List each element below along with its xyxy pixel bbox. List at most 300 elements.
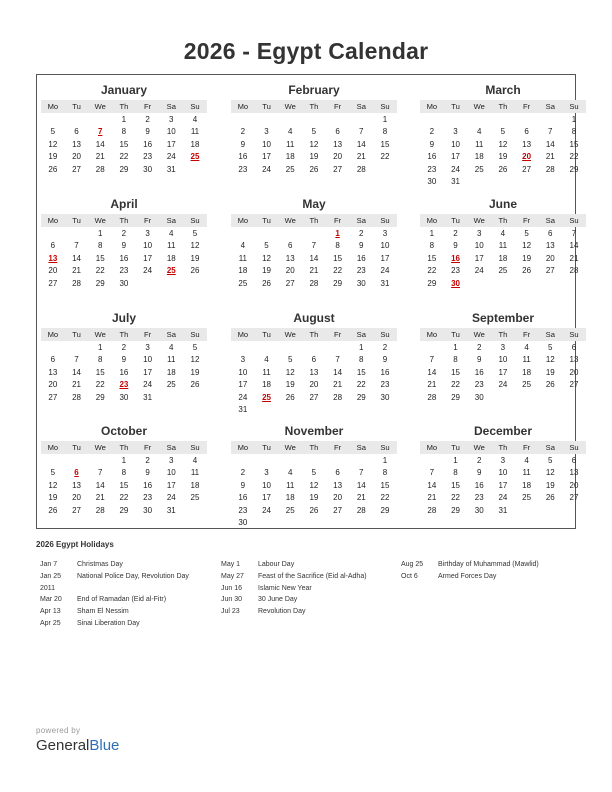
day-cell: 13 [333,480,343,490]
day-cell: 22 [380,493,390,503]
day-cell: 20 [333,152,343,162]
day-cell: 23 [238,505,248,515]
month-name: June [488,197,517,211]
day-cell: 2 [145,456,150,465]
day-cell: 10 [262,139,271,149]
weekday-label: Fr [334,330,342,339]
holiday-name: Christmas Day [77,561,123,568]
holiday-name: Armed Forces Day [438,572,497,580]
day-cell: 22 [119,493,129,503]
month-name: October [100,424,147,438]
day-cell: 26 [309,505,319,515]
day-cell: 11 [190,127,200,137]
day-cell: 13 [72,480,81,490]
day-cell: 1 [97,229,103,238]
day-cell: 23 [427,164,437,174]
day-cell: 12 [262,253,271,263]
day-cell: 16 [119,367,129,377]
day-cell: 19 [48,152,58,162]
day-cell: 24 [474,266,484,276]
day-cell: 18 [166,253,176,263]
holiday-item [40,583,189,595]
day-cell: 8 [121,468,127,478]
day-cell: 27 [333,164,343,174]
day-cell: 29 [569,164,579,174]
month-name: April [110,197,138,211]
empty-cell [467,114,491,126]
month-name: August [293,311,335,325]
day-cell: 11 [286,139,295,149]
holiday-name: Revolution Day [258,608,306,616]
day-cell: 4 [476,127,482,137]
day-cell: 15 [380,480,390,490]
day-cell: 24 [143,266,153,276]
day-cell: 3 [145,343,150,352]
day-cell: 30 [380,392,390,402]
day-cell: 17 [166,139,176,149]
weekday-label: Mo [426,102,438,111]
day-cell: 9 [240,480,246,490]
weekday-label: Mo [237,216,249,225]
holiday-item [221,583,367,595]
day-cell: 8 [359,355,364,365]
day-cell: 31 [498,505,508,515]
day-cell: 5 [311,127,317,137]
empty-cell [231,342,255,354]
day-cell: 7 [74,241,79,251]
empty-cell [65,228,89,240]
day-cell: 17 [238,380,248,390]
day-cell: 22 [95,380,105,390]
day-cell: 25 [166,380,176,390]
holiday-name: Islamic New Year [258,584,312,592]
day-cell: 18 [166,367,176,377]
day-cell: 10 [166,468,176,478]
day-cell: 4 [169,229,174,238]
weekday-label: Mo [426,330,438,339]
day-cell: 3 [264,127,269,137]
holiday-item [40,571,189,583]
day-cell: 30 [474,392,484,402]
weekday-header [41,100,207,113]
empty-cell [278,114,302,126]
day-cell: 27 [522,164,532,174]
weekday-label: Tu [451,443,460,452]
day-cell: 6 [335,127,340,137]
weekday-label: Th [498,102,508,111]
day-cell: 3 [500,343,506,352]
weekday-label: Fr [144,216,152,225]
day-cell: 17 [380,253,390,263]
day-cell: 5 [548,456,553,465]
day-cell: 10 [451,139,460,149]
day-cell: 17 [262,493,271,503]
day-cell: 24 [238,392,248,402]
day-cell: 8 [453,355,458,365]
weekday-header [420,328,586,341]
day-grid [420,455,586,517]
day-cell: 8 [453,468,458,478]
weekday-label: Th [119,216,129,225]
holiday-day: 16 [451,253,460,263]
weekday-label: Su [569,102,579,111]
day-cell: 12 [48,480,58,490]
day-cell: 15 [95,253,105,263]
weekday-label: Sa [166,216,176,225]
day-cell: 13 [48,367,58,377]
day-cell: 11 [238,253,247,263]
empty-cell [420,342,444,354]
day-cell: 25 [522,380,532,390]
day-cell: 28 [95,164,105,174]
empty-cell [302,455,326,467]
weekday-header [420,441,586,454]
empty-cell [420,114,444,126]
day-cell: 15 [451,367,460,377]
empty-cell [349,455,373,467]
holiday-column-2 [221,559,367,618]
empty-cell [41,114,65,126]
weekday-label: We [473,443,485,452]
day-cell: 14 [95,139,105,149]
day-cell: 30 [238,517,248,527]
day-cell: 11 [262,367,271,377]
weekday-label: We [473,102,485,111]
day-cell: 5 [264,241,269,251]
day-cell: 18 [285,493,295,503]
day-cell: 25 [522,493,532,503]
day-cell: 6 [74,127,79,137]
day-cell: 11 [190,468,200,478]
day-cell: 1 [453,456,458,465]
weekday-label: We [94,102,106,111]
day-cell: 3 [453,127,458,137]
day-cell: 21 [356,493,366,503]
day-cell: 28 [72,278,81,288]
holiday-day: 20 [522,152,532,162]
weekday-label: Tu [72,330,81,339]
empty-cell [278,342,302,354]
month-name: September [471,311,535,325]
day-cell: 8 [121,127,127,137]
empty-cell [65,114,89,126]
day-cell: 18 [262,380,271,390]
day-cell: 21 [72,266,81,276]
day-grid [231,114,397,176]
empty-cell [65,342,89,354]
day-cell: 23 [356,266,366,276]
month-name: January [100,83,148,97]
day-cell: 3 [264,468,269,478]
day-cell: 17 [166,480,176,490]
day-cell: 14 [427,367,437,377]
day-cell: 11 [522,355,531,365]
weekday-label: Sa [166,102,176,111]
day-cell: 19 [48,493,58,503]
month-april [41,196,207,290]
weekday-label: Fr [334,102,342,111]
day-cell: 13 [285,253,295,263]
day-cell: 24 [166,152,176,162]
day-cell: 17 [498,480,508,490]
day-cell: 19 [522,253,532,263]
holiday-item [221,594,367,606]
day-cell: 19 [285,380,295,390]
weekday-label: Fr [523,102,531,111]
weekday-label: We [284,216,296,225]
day-cell: 23 [238,164,248,174]
day-cell: 11 [522,468,531,478]
day-cell: 10 [143,241,153,251]
day-cell: 7 [429,355,435,365]
day-cell: 26 [545,380,555,390]
weekday-header [231,328,397,341]
day-cell: 28 [545,164,555,174]
weekday-label: Mo [47,216,59,225]
day-cell: 29 [451,505,460,515]
day-grid [231,228,397,290]
holiday-item [40,594,189,606]
day-cell: 9 [453,241,458,251]
day-cell: 17 [143,367,153,377]
empty-cell [41,455,65,467]
day-cell: 30 [427,176,437,186]
holiday-date: Oct 6 [401,572,418,580]
day-cell: 2 [240,127,246,137]
day-cell: 19 [545,480,555,490]
weekday-label: Tu [262,216,271,225]
day-cell: 23 [451,266,460,276]
weekday-label: Fr [144,330,152,339]
holiday-day: 1 [335,229,340,238]
day-cell: 12 [545,468,555,478]
day-cell: 18 [522,480,532,490]
weekday-label: Mo [426,443,438,452]
day-cell: 15 [427,253,437,263]
holiday-item [40,618,189,630]
day-cell: 3 [500,456,506,465]
weekday-label: Tu [262,443,271,452]
day-cell: 26 [285,392,295,402]
day-cell: 6 [335,468,340,478]
day-cell: 2 [121,229,127,238]
month-july [41,310,207,404]
empty-cell [326,114,350,126]
day-cell: 24 [498,380,508,390]
weekday-label: Tu [451,216,460,225]
empty-cell [302,342,326,354]
empty-cell [444,114,468,126]
weekday-label: Sa [356,330,366,339]
day-cell: 15 [380,139,390,149]
day-cell: 17 [143,253,153,263]
day-cell: 2 [145,115,150,124]
day-cell: 21 [545,152,555,162]
holiday-name: Labour Day [258,561,295,568]
brand-footer [36,726,119,754]
day-cell: 22 [119,152,129,162]
day-cell: 18 [522,367,532,377]
day-cell: 20 [569,367,579,377]
day-cell: 13 [333,139,343,149]
day-cell: 15 [119,139,129,149]
day-cell: 22 [427,266,437,276]
day-cell: 31 [451,176,460,186]
day-cell: 27 [72,164,81,174]
day-cell: 28 [427,392,437,402]
day-grid [41,342,207,404]
day-cell: 18 [285,152,295,162]
powered-by-text: powered by [36,726,81,735]
day-cell: 26 [48,505,58,515]
empty-cell [302,114,326,126]
day-cell: 24 [262,505,271,515]
day-cell: 22 [333,266,343,276]
day-cell: 3 [169,115,174,124]
day-cell: 22 [380,152,390,162]
day-cell: 22 [451,493,460,503]
holiday-day: 13 [48,253,58,263]
day-cell: 10 [238,367,248,377]
day-cell: 8 [429,241,435,251]
weekday-label: Tu [262,102,271,111]
day-cell: 24 [498,493,508,503]
empty-cell [326,455,350,467]
day-cell: 29 [119,164,129,174]
day-cell: 5 [287,355,293,365]
day-cell: 10 [143,355,153,365]
day-cell: 16 [356,253,366,263]
weekday-label: Sa [166,330,176,339]
weekday-header [231,214,397,227]
weekday-header [420,100,586,113]
day-cell: 29 [380,505,390,515]
day-cell: 4 [500,229,506,238]
holiday-name: National Police Day, Revolution Day [77,572,189,580]
day-cell: 9 [145,127,150,137]
day-cell: 11 [286,480,295,490]
day-cell: 20 [309,380,319,390]
day-cell: 29 [95,278,105,288]
holiday-item [40,559,189,571]
empty-cell [255,342,279,354]
empty-cell [41,228,65,240]
day-cell: 31 [238,404,248,414]
day-cell: 26 [309,164,319,174]
day-cell: 8 [571,127,577,137]
day-cell: 24 [380,266,390,276]
holiday-day: 25 [166,266,176,276]
holiday-item [221,571,367,583]
holiday-item [40,606,189,618]
day-cell: 15 [119,480,129,490]
holiday-date: May 1 [221,561,241,568]
empty-cell [278,455,302,467]
month-name: March [485,83,521,97]
weekday-label: Tu [262,330,271,339]
day-cell: 5 [192,343,198,352]
weekday-label: Su [569,330,579,339]
day-cell: 16 [380,367,390,377]
day-cell: 27 [48,392,58,402]
day-cell: 13 [569,355,579,365]
day-cell: 29 [333,278,343,288]
month-december [420,423,586,517]
empty-cell [255,455,279,467]
day-cell: 28 [569,266,579,276]
day-cell: 16 [474,480,484,490]
day-cell: 12 [498,139,508,149]
day-cell: 11 [475,139,484,149]
day-cell: 6 [571,343,577,352]
day-cell: 16 [143,139,153,149]
day-cell: 7 [97,468,103,478]
weekday-label: Mo [47,443,59,452]
weekday-label: Mo [47,102,59,111]
month-november [231,423,397,529]
day-grid [231,455,397,529]
empty-cell [420,455,444,467]
weekday-label: We [94,443,106,452]
day-cell: 24 [451,164,460,174]
weekday-label: Sa [545,330,555,339]
day-cell: 14 [427,480,437,490]
empty-cell [65,455,89,467]
day-cell: 4 [524,456,529,465]
weekday-label: Sa [356,443,366,452]
day-cell: 30 [474,505,484,515]
holiday-name: End of Ramadan (Eid al-Fitr) [77,596,167,604]
holiday-date: Jul 23 [221,608,240,616]
holiday-item [221,606,367,618]
empty-cell [231,455,255,467]
day-cell: 4 [240,241,246,251]
day-cell: 6 [50,241,56,251]
weekday-label: Su [380,330,390,339]
day-cell: 21 [569,253,579,263]
day-cell: 30 [143,505,153,515]
day-cell: 2 [476,456,482,465]
day-cell: 31 [166,164,176,174]
weekday-label: We [94,216,106,225]
day-cell: 19 [309,152,319,162]
day-cell: 6 [548,229,553,238]
day-cell: 23 [143,152,153,162]
day-cell: 14 [72,367,81,377]
day-cell: 30 [356,278,366,288]
day-cell: 20 [48,380,58,390]
month-january [41,82,207,176]
day-cell: 13 [309,367,319,377]
day-cell: 14 [72,253,81,263]
empty-cell [538,114,562,126]
day-cell: 20 [569,480,579,490]
day-cell: 24 [143,380,153,390]
day-cell: 24 [262,164,271,174]
weekday-label: Sa [356,216,366,225]
day-cell: 2 [121,343,127,352]
day-cell: 28 [356,164,366,174]
day-cell: 2 [476,343,482,352]
day-cell: 14 [309,253,319,263]
weekday-label: Fr [523,330,531,339]
empty-cell [88,114,112,126]
day-cell: 7 [359,468,364,478]
day-cell: 21 [356,152,366,162]
holiday-day: 7 [97,127,103,137]
weekday-label: Su [190,216,200,225]
day-cell: 17 [498,367,508,377]
